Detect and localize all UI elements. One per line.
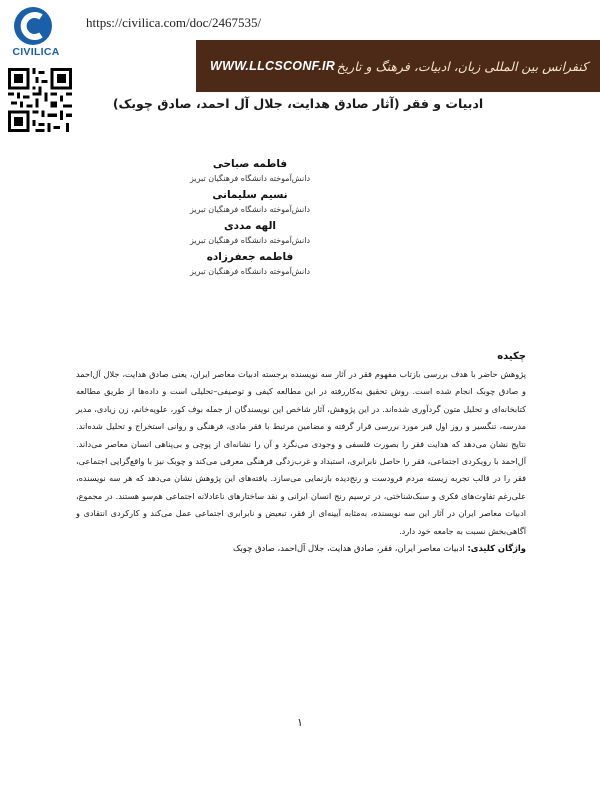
qr-code-icon[interactable] — [8, 68, 72, 132]
abstract-section — [76, 348, 526, 556]
author-name: نسیم سلیمانی — [212, 189, 288, 201]
author-affiliation: دانش‌آموخته دانشگاه فرهنگیان تبریز — [189, 174, 311, 183]
document-url[interactable]: https://civilica.com/doc/2467535/ — [86, 15, 262, 30]
page-number: ۱ — [297, 716, 303, 729]
abstract-body: پژوهش حاضر با هدف بررسی بازتاب مفهوم فقر در آثار سه نویسنده برجسته ادبیات معاصر ایران، یعنی صادق هدایت، جلال آل‌احمد و صادق چوبک انجام شده است. روش تحقیق به‌کاررفته در این مطالعه کیفی و توصیفی–تحلیلی است و داده‌ها از طریق مطالعه کتابخانه‌ای و تحلیل متون گردآوری شده‌اند. در این پژوهش، آثار شاخص این نویسندگان از جمله بوف کور، علویه‌خانم، زن زیادی، مدیر مدرسه، تنگسیر و روز اول قبر مورد بررسی قرار گرفته و مضامین مرتبط با فقر مادی، فرهنگی و روانی استخراج و تحلیل شده‌اند. نتایج نشان می‌دهد که هدایت فقر را بصورت فلسفی و وجودی می‌نگرد و آن را نشانه‌ای از پوچی و بی‌پناهی انسان معاصر می‌داند. آل‌احمد با رویکردی اجتماعی، فقر را حاصل نابرابری، استبداد و غرب‌زدگی فرهنگی معرفی می‌کند و چوبک نیز با واقع‌گرایی اجتماعی، فقر را در قالب تجربه زیسته مردم فرودست و رنج‌دیده بازنمایی می‌سازد. یافته‌های این پژوهش نشان می‌دهد که هر سه نویسنده، علی‌رغم تفاوت‌های فکری و سبک‌شناختی، در ترسیم رنج انسان ایرانی و نقد ساختارهای ناعادلانه اجتماعی هم‌سو هستند. در مجموع، ادبیات معاصر ایران در آثار این سه نویسنده، به‌مثابه آیینه‌ای از فقر، تبعیض و نابرابری اجتماعی عمل می‌کند و کارکردی انتقادی و آگاهی‌بخش نسبت به جامعه خود دارد. — [76, 369, 526, 536]
author-name: الهه مددی — [223, 220, 277, 232]
civilica-logo[interactable] — [6, 6, 60, 66]
author-block — [150, 218, 350, 247]
abstract-heading: چکیده — [497, 351, 526, 362]
author-block — [150, 156, 350, 185]
author-block — [150, 187, 350, 216]
author-list — [150, 156, 350, 280]
keywords-list: ادبیات معاصر ایران، فقر، صادق هدایت، جلال آل‌احمد، صادق چوبک — [232, 543, 465, 554]
logo-text: CIVILICA — [12, 46, 60, 58]
author-name: فاطمه جعفرزاده — [206, 251, 294, 263]
conference-banner[interactable] — [196, 40, 600, 92]
author-block — [150, 249, 350, 278]
keywords-label: واژگان کلیدی: — [467, 543, 526, 554]
paper-title: ادبیات و فقر (آثار صادق هدایت، جلال آل احمد، صادق چوبک) — [112, 96, 484, 111]
author-affiliation: دانش‌آموخته دانشگاه فرهنگیان تبریز — [189, 236, 311, 245]
conference-name: کنفرانس بین المللی زبان، ادبیات، فرهنگ و تاریخ — [336, 58, 588, 74]
author-affiliation: دانش‌آموخته دانشگاه فرهنگیان تبریز — [189, 205, 311, 214]
civilica-logo-icon — [8, 6, 58, 46]
conference-website[interactable]: WWW.LLCSCONF.IR — [210, 59, 336, 73]
author-name: فاطمه صباحی — [212, 158, 288, 170]
author-affiliation: دانش‌آموخته دانشگاه فرهنگیان تبریز — [189, 267, 311, 276]
keywords-line — [76, 540, 526, 556]
